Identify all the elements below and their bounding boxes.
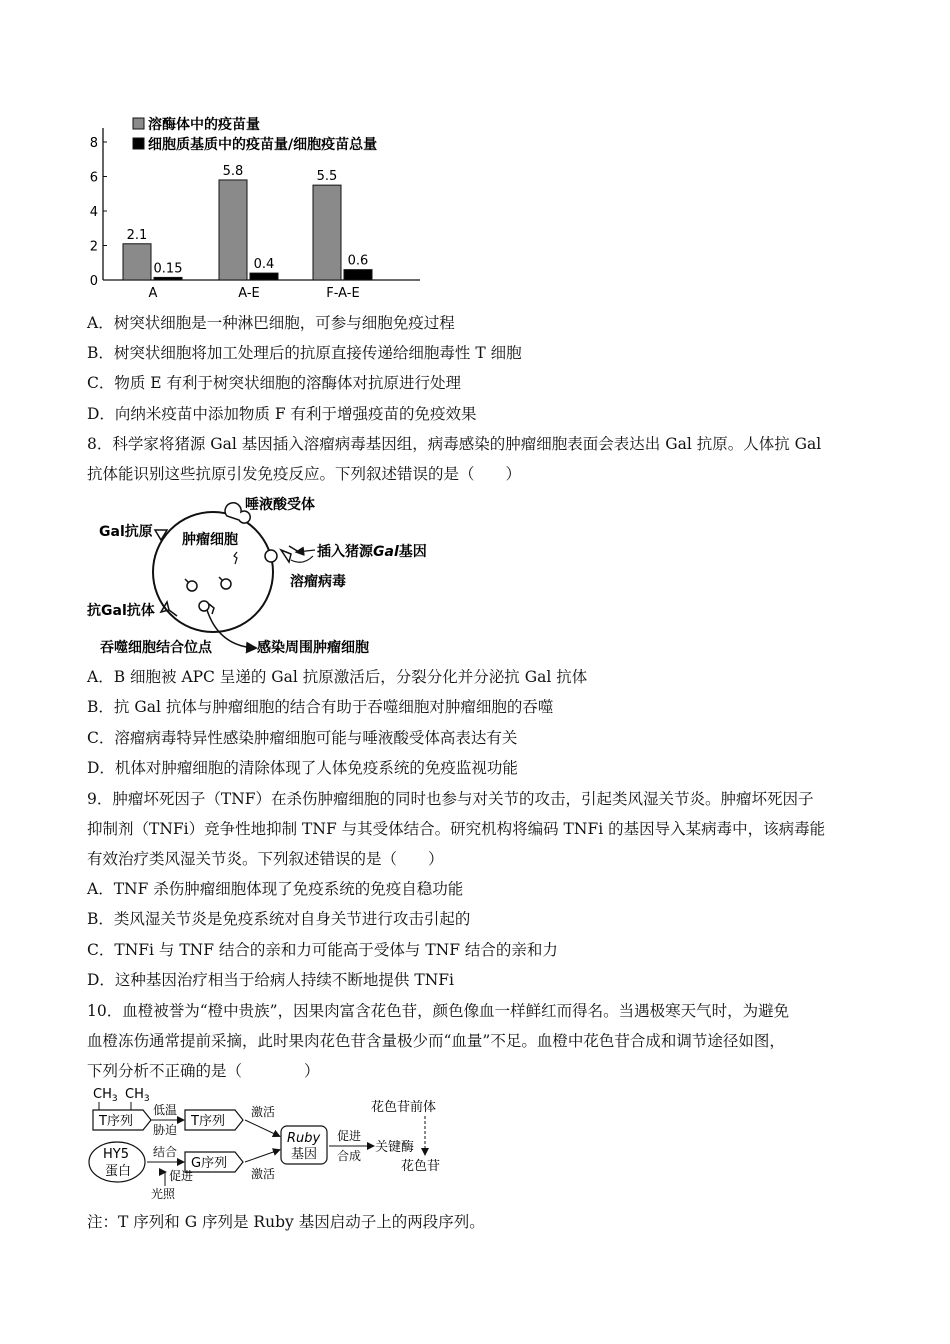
tumor-cell-outline: [153, 512, 273, 632]
hy5-label: HY5: [103, 1147, 129, 1162]
bar-value-label: 5.5: [316, 169, 338, 185]
y-tick-label: 6: [89, 170, 98, 186]
bar-F-A-E-s1: [313, 185, 341, 280]
label-tumor-cell: 肿瘤细胞: [182, 532, 238, 548]
y-tick-label: 2: [89, 239, 98, 255]
precursor-label: 花色苷前体: [371, 1100, 437, 1115]
label-insert-gene: 插入猪源Gal基因: [317, 544, 427, 560]
ch3-label-2: $CH_3$: [125, 1087, 150, 1104]
label-oncolytic-virus: 溶瘤病毒: [290, 574, 346, 590]
category-label: A-E: [238, 286, 260, 301]
q10-stem-line2: 血橙冻伤通常提前采摘，此时果肉花色苷含量极少而“血量”不足。血橙中花色苷合成和调节途径如图，: [87, 1032, 785, 1050]
g-sequence-label: G序列: [191, 1156, 228, 1171]
protein-label: 蛋白: [105, 1164, 132, 1179]
anthocyanin-label: 花色苷: [401, 1159, 441, 1174]
category-label: F-A-E: [326, 286, 360, 301]
q8-stem-line2: 抗体能识别这些抗原引发免疫反应。下列叙述错误的是（ ）: [87, 465, 522, 483]
ruby-label: Ruby: [287, 1131, 321, 1146]
bar-A-s1: [123, 244, 151, 280]
label-anti-gal-antibody: 抗Gal抗体: [87, 603, 155, 619]
bar-A-E-s1: [219, 180, 247, 280]
q9-stem-line3: 有效治疗类风湿关节炎。下列叙述错误的是（ ）: [87, 850, 444, 868]
activate-label-2: 激活: [251, 1167, 276, 1181]
q9-stem-line1: 9．肿瘤坏死因子（TNF）在杀伤肿瘤细胞的同时也参与对关节的攻击，引起类风湿关节炎。肿瘤坏死因子: [87, 790, 814, 808]
y-tick-label: 4: [89, 205, 98, 220]
oncolytic-virus-shape: [281, 546, 299, 562]
q7-option-d: D．向纳米疫苗中添加物质 F 有利于增强疫苗的免疫效果: [87, 405, 477, 423]
key-enzyme-label: 关键酶: [375, 1140, 415, 1155]
q9-option-b: B．类风湿关节炎是免疫系统对自身关节进行攻击引起的: [87, 910, 471, 928]
legend-swatch-2: [133, 138, 144, 149]
legend-label-1: 溶酶体中的疫苗量: [148, 117, 260, 133]
q10-note: 注：T 序列和 G 序列是 Ruby 基因启动子上的两段序列。: [87, 1213, 485, 1231]
q9-option-d: D．这种基因治疗相当于给病人持续不断地提供 TNFi: [87, 971, 454, 989]
bar-F-A-E-s2: [344, 270, 372, 280]
bar-value-label: 2.1: [126, 227, 148, 243]
label-infect-cells: 感染周围肿瘤细胞: [257, 640, 369, 656]
q9-option-c: C．TNFi 与 TNF 结合的亲和力可能高于受体与 TNF 结合的亲和力: [87, 941, 558, 959]
promote2-label: 促进: [169, 1169, 194, 1183]
q7-option-c: C．物质 E 有利于树突状细胞的溶酶体对抗原进行处理: [87, 374, 462, 392]
t-sequence-activated-label: T序列: [191, 1114, 225, 1129]
q10-stem-line3: 下列分析不正确的是（ ）: [87, 1062, 320, 1080]
y-tick-label: 8: [89, 136, 98, 151]
q7-option-a: A．树突状细胞是一种淋巴细胞，可参与细胞免疫过程: [87, 314, 455, 332]
bar-A-E-s2: [250, 273, 278, 280]
q8-stem-line1: 8．科学家将猪源 Gal 基因插入溶瘤病毒基因组，病毒感染的肿瘤细胞表面会表达出 Gal 抗原。人体抗 Gal: [87, 435, 822, 453]
anthocyanin-pathway-diagram: [85, 1084, 465, 1202]
bar-value-label: 0.6: [347, 253, 369, 269]
bar-A-s2: [154, 277, 182, 280]
bar-value-label: 5.8: [222, 163, 244, 179]
q8-option-b: B．抗 Gal 抗体与肿瘤细胞的结合有助于吞噬细胞对肿瘤细胞的吞噬: [87, 698, 554, 716]
y-tick-label: 0: [89, 274, 98, 289]
stress-label: 胁迫: [153, 1123, 178, 1137]
label-gal-antigen: Gal抗原: [99, 524, 153, 540]
promote-label: 促进: [337, 1129, 362, 1143]
low-temp-label: 低温: [153, 1103, 178, 1117]
q8-option-d: D．机体对肿瘤细胞的清除体现了人体免疫系统的免疫监视功能: [87, 759, 518, 777]
legend-label-2: 细胞质基质中的疫苗量/细胞疫苗总量: [148, 137, 378, 153]
category-label: A: [148, 286, 158, 301]
bind-label: 结合: [153, 1145, 178, 1159]
q10-stem-line1: 10．血橙被誉为“橙中贵族”，因果肉富含花色苷，颜色像血一样鲜红而得名。当遇极寒天气时，为避免: [87, 1002, 790, 1020]
activate-label-1: 激活: [251, 1105, 276, 1119]
bar-value-label: 0.4: [253, 257, 275, 273]
t-sequence-label: T序列: [99, 1114, 133, 1129]
q8-option-a: A．B 细胞被 APC 呈递的 Gal 抗原激活后，分裂分化并分泌抗 Gal 抗体: [87, 668, 588, 686]
q9-stem-line2: 抑制剂（TNFi）竞争性地抑制 TNF 与其受体结合。研究机构将编码 TNFi 的基因导入某病毒中，该病毒能: [87, 820, 826, 838]
light-label: 光照: [151, 1187, 176, 1201]
gene-label: 基因: [291, 1147, 318, 1162]
tumor-cell-diagram: [85, 492, 455, 660]
q8-option-c: C．溶瘤病毒特异性感染肿瘤细胞可能与唾液酸受体高表达有关: [87, 729, 518, 747]
label-phagocyte-site: 吞噬细胞结合位点: [100, 640, 212, 656]
label-saliva-receptor: 唾液酸受体: [245, 497, 315, 513]
ch3-label-1: $CH_3$: [93, 1087, 118, 1104]
legend-swatch-1: [133, 118, 144, 129]
synth-label: 合成: [337, 1149, 362, 1163]
q9-option-a: A．TNF 杀伤肿瘤细胞体现了免疫系统的免疫自稳功能: [87, 880, 464, 898]
bar-value-label: 0.15: [153, 261, 183, 277]
q7-option-b: B．树突状细胞将加工处理后的抗原直接传递给细胞毒性 T 细胞: [87, 344, 522, 362]
vaccine-bar-chart: [85, 112, 445, 302]
